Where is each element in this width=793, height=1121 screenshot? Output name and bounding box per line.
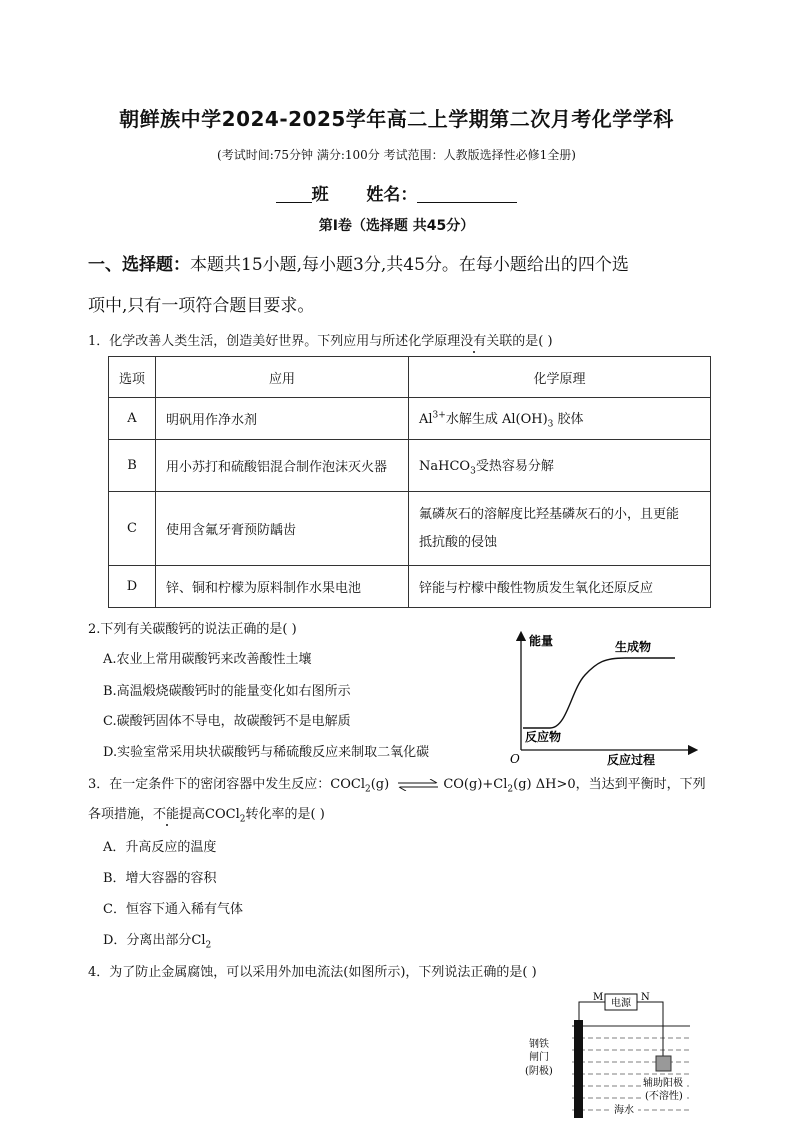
energy-curve: [523, 658, 675, 728]
product-label: 生成物: [615, 640, 652, 654]
table-cell-option: D: [109, 566, 156, 608]
energy-diagram: [505, 630, 705, 770]
anode-label-2: (不溶性): [645, 1091, 683, 1102]
q3-stem-line2: 各项措施，不能提高COCl$_2$转化率的是( ): [88, 807, 325, 825]
anode-label-1: 辅助阳极: [643, 1078, 683, 1089]
gate-label-2: 闸门: [529, 1052, 549, 1063]
q2-option-d: D.实验室常采用块状碳酸钙与稀硫酸反应来制取二氧化碳: [103, 745, 430, 760]
table-row: [109, 440, 711, 492]
q3-stem-emphasis: 不能: [153, 807, 180, 822]
terminal-m-label: M: [593, 992, 604, 1003]
auxiliary-anode: [656, 1056, 671, 1071]
table-row: [109, 398, 711, 440]
part1-instruction-1: 本题共15小题,每小题3分,共45分。在每小题给出的四个选: [190, 255, 629, 275]
y-axis-label: 能量: [529, 634, 554, 648]
table-header: 选项: [109, 357, 156, 398]
table-cell-application: 使用含氟牙膏预防龋齿: [156, 492, 409, 566]
table-cell-application: 用小苏打和硫酸铝混合制作泡沫灭火器: [156, 440, 409, 492]
q1-stem-tail: 关联的是( ): [486, 334, 553, 349]
exam-info: (考试时间:75分钟 满分:100分 考试范围：人教版选择性必修1全册): [217, 148, 576, 162]
q3-option-c: C．恒容下通入稀有气体: [103, 902, 243, 917]
gate-label-3: (阴极): [525, 1066, 553, 1077]
table-cell-option: B: [109, 440, 156, 492]
q3-stem-line1: 3．在一定条件下的密闭容器中发生反应：COCl$_2$(g) $CO(g)+Cl_2(g)$ ΔH>0，当达到平衡时，下列: [88, 777, 706, 795]
wire-m: [579, 1002, 605, 1020]
table-header: 应用: [156, 357, 409, 398]
q2-stem: 2.下列有关碳酸钙的说法正确的是( ): [88, 622, 297, 637]
part1-heading-line: [88, 250, 718, 275]
origin-label: O: [510, 752, 520, 766]
q3-option-d: D．分离出部分$Cl_2$: [103, 933, 212, 951]
q2-option-a: A.农业上常用碳酸钙来改善酸性土壤: [103, 652, 312, 667]
q2-option-b: B.高温煅烧碳酸钙时的能量变化如右图所示: [103, 684, 351, 699]
table-cell-option: A: [109, 398, 156, 440]
q1-table: [108, 356, 711, 608]
x-axis-label: 反应过程: [607, 753, 656, 767]
table-cell-principle: NaHCO$_3$受热容易分解: [409, 440, 711, 492]
table-cell-principle: 锌能与柠檬中酸性物质发生氧化还原反应: [409, 566, 711, 608]
equilibrium-arrow-icon: [396, 779, 440, 791]
section-title: 第Ⅰ卷（选择题 共45分）: [318, 218, 475, 234]
part1-instruction-2: 项中,只有一项符合题目要求。: [88, 296, 315, 316]
class-blank[interactable]: [276, 184, 312, 203]
table-cell-application: 锌、铜和柠檬为原料制作水果电池: [156, 566, 409, 608]
seawater-label: 海水: [614, 1105, 634, 1116]
class-label: 班: [311, 185, 329, 205]
table-cell-option: C: [109, 492, 156, 566]
gate-label-1: 钢铁: [529, 1039, 549, 1050]
name-blank[interactable]: [417, 184, 517, 203]
table-cell-principle: $Al^{3+}$水解生成 $Al(OH)_3$ 胶体: [409, 398, 711, 440]
q3-option-b: B．增大容器的容积: [103, 871, 217, 886]
table-header-row: [109, 357, 711, 398]
part1-heading: 一、选择题：: [88, 255, 190, 275]
q1-stem: [88, 330, 553, 349]
terminal-n-label: N: [641, 992, 650, 1003]
reactant-label: 反应物: [525, 730, 562, 744]
impressed-current-diagram: [525, 988, 695, 1118]
wire-n: [637, 1002, 663, 1056]
q2-option-c: C.碳酸钙固体不导电，故碳酸钙不是电解质: [103, 714, 351, 729]
table-cell-application: 明矾用作净水剂: [156, 398, 409, 440]
q3-option-a: A．升高反应的温度: [103, 840, 217, 855]
q1-stem-text: 1．化学改善人类生活，创造美好世界。下列应用与所述化学原理: [88, 334, 461, 349]
power-label: 电源: [611, 998, 631, 1009]
steel-gate: [574, 1020, 583, 1118]
q1-stem-emphasis: 没有: [460, 334, 487, 349]
table-header: 化学原理: [409, 357, 711, 398]
table-row: [109, 492, 711, 566]
table-cell-principle: 氟磷灰石的溶解度比羟基磷灰石的小，且更能 抵抗酸的侵蚀: [409, 492, 711, 566]
name-label: 姓名：: [366, 185, 418, 205]
page-title: 朝鲜族中学2024-2025学年高二上学期第二次月考化学学科: [119, 107, 674, 131]
q4-stem: 4．为了防止金属腐蚀，可以采用外加电流法(如图所示)，下列说法正确的是( ): [88, 965, 537, 980]
class-name-row: [0, 180, 793, 205]
table-row: [109, 566, 711, 608]
